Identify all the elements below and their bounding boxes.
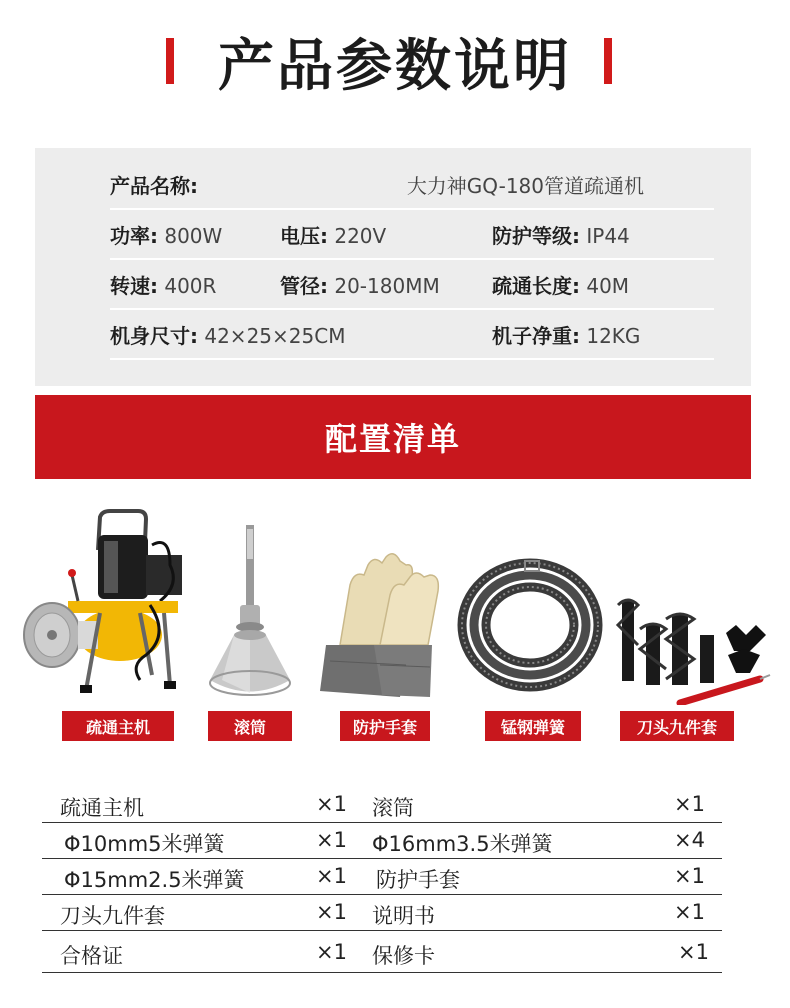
item-name: Φ15mm2.5米弹簧 bbox=[64, 868, 245, 892]
spec-label-length: 疏通长度: bbox=[492, 274, 580, 298]
table-row bbox=[42, 895, 722, 931]
spec-value-pipe: 20-180MM bbox=[334, 274, 440, 298]
divider bbox=[42, 930, 722, 931]
machine-icon bbox=[20, 505, 190, 705]
spec-value-speed: 400R bbox=[164, 274, 217, 298]
item-name: 保修卡 bbox=[372, 944, 435, 968]
item-name: 滚筒 bbox=[372, 796, 414, 820]
item-qty: ×1 bbox=[674, 864, 705, 888]
spec-panel bbox=[35, 148, 751, 386]
item-name: 防护手套 bbox=[376, 868, 460, 892]
spec-label-weight: 机子净重: bbox=[492, 324, 580, 348]
product-label: 滚筒 bbox=[208, 711, 292, 741]
table-row bbox=[42, 787, 722, 823]
spring-coil-icon bbox=[455, 505, 605, 705]
item-qty: ×1 bbox=[674, 792, 705, 816]
item-qty: ×1 bbox=[316, 900, 347, 924]
product-cutters bbox=[610, 505, 780, 745]
spec-value-voltage: 220V bbox=[334, 224, 387, 248]
product-label: 刀头九件套 bbox=[620, 711, 734, 741]
item-qty: ×1 bbox=[678, 940, 709, 964]
spec-row-size bbox=[110, 310, 714, 360]
config-header bbox=[35, 395, 751, 479]
spec-value-protection: IP44 bbox=[586, 224, 630, 248]
spec-label-speed: 转速: bbox=[110, 274, 158, 298]
config-title: 配置清单 bbox=[324, 420, 461, 458]
divider bbox=[42, 972, 722, 973]
drum-icon bbox=[200, 505, 300, 705]
spec-value-power: 800W bbox=[164, 224, 223, 248]
product-machine bbox=[20, 505, 190, 745]
spec-value-size: 42×25×25CM bbox=[204, 324, 346, 348]
spec-row-name bbox=[110, 160, 714, 210]
item-name: 合格证 bbox=[60, 944, 123, 968]
product-label: 防护手套 bbox=[340, 711, 430, 741]
item-qty: ×1 bbox=[316, 940, 347, 964]
spec-label-power: 功率: bbox=[110, 224, 158, 248]
table-row bbox=[42, 823, 722, 859]
section-title bbox=[0, 0, 790, 140]
spec-label-protection: 防护等级: bbox=[492, 224, 580, 248]
item-qty: ×1 bbox=[316, 864, 347, 888]
spec-row-speed bbox=[110, 260, 714, 310]
spec-value-length: 40M bbox=[586, 274, 630, 298]
glove-icon bbox=[320, 505, 450, 705]
spec-label-voltage: 电压: bbox=[280, 224, 328, 248]
item-name: Φ16mm3.5米弹簧 bbox=[372, 832, 553, 856]
item-qty: ×4 bbox=[674, 828, 705, 852]
item-name: 刀头九件套 bbox=[60, 904, 165, 928]
item-name: 说明书 bbox=[372, 904, 435, 928]
product-spring bbox=[455, 505, 605, 745]
cutter-set-icon bbox=[610, 505, 780, 705]
page-title: 产品参数说明 bbox=[218, 34, 572, 99]
divider bbox=[110, 358, 714, 360]
item-name: 疏通主机 bbox=[60, 796, 144, 820]
product-gallery bbox=[0, 505, 790, 745]
spec-label-name: 产品名称: bbox=[110, 174, 198, 198]
item-qty: ×1 bbox=[316, 828, 347, 852]
spec-value-name: 大力神GQ-180管道疏通机 bbox=[406, 174, 644, 198]
table-row bbox=[42, 859, 722, 895]
product-label: 疏通主机 bbox=[62, 711, 174, 741]
item-name: Φ10mm5米弹簧 bbox=[64, 832, 225, 856]
spec-label-size: 机身尺寸: bbox=[110, 324, 198, 348]
spec-row-power bbox=[110, 210, 714, 260]
spec-label-pipe: 管径: bbox=[280, 274, 328, 298]
product-drum bbox=[200, 505, 300, 745]
table-row bbox=[42, 935, 722, 973]
item-qty: ×1 bbox=[316, 792, 347, 816]
product-label: 锰钢弹簧 bbox=[485, 711, 581, 741]
spec-value-weight: 12KG bbox=[586, 324, 641, 348]
item-qty: ×1 bbox=[674, 900, 705, 924]
title-accent-bar-right bbox=[604, 38, 612, 84]
product-gloves bbox=[320, 505, 450, 745]
